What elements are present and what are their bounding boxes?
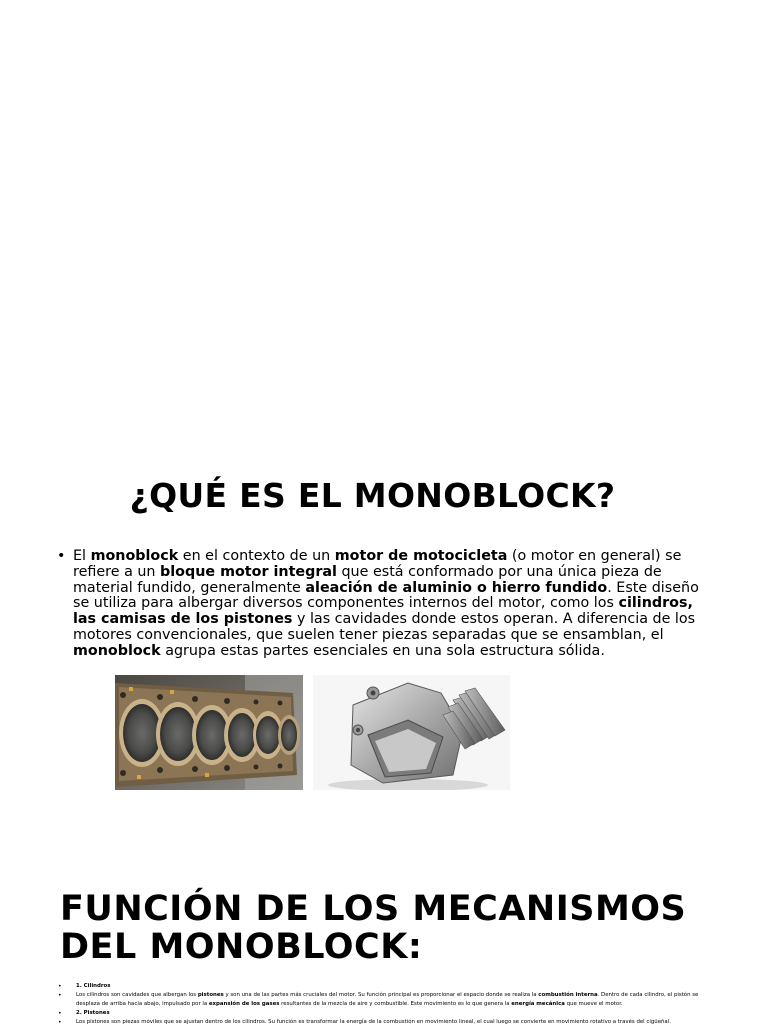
definition-paragraph — [73, 549, 707, 660]
list-item — [58, 982, 714, 991]
engine-block-illustration — [115, 675, 303, 790]
text-run: (o motor en general) se refiere a un — [73, 548, 682, 580]
text-run: que está conformado por una única pieza de material fundido, generalmente — [73, 563, 662, 596]
bold-text-run: cilindros, las camisas de los pistones — [73, 595, 693, 628]
monoblock-cylinder-photo — [313, 675, 510, 790]
section-title-que-es: ¿QUÉ ES EL MONOBLOCK? — [129, 476, 616, 515]
list-item-label: 2. Pistones — [76, 1010, 110, 1016]
bold-text-run: motor de motocicleta — [334, 548, 508, 564]
text-run: y las cavidades donde estos operan. A diferencia de los motores convencionales, que suelen tener piezas separadas que se ensamblan, el — [73, 611, 696, 643]
list-item — [58, 991, 714, 1009]
text-run: que mueve el motor. — [564, 1001, 623, 1007]
section-title-funcion — [60, 890, 740, 966]
engine-block-photo — [115, 675, 303, 790]
bold-text-run: pistones — [197, 992, 224, 998]
text-run: y son una de las partes más cruciales del motor. Su función principal es proporcionar el espacio donde se realiza la — [223, 992, 539, 998]
text-run: en el contexto de un — [178, 548, 335, 564]
list-item — [58, 1009, 714, 1018]
bullet-dot: • — [57, 548, 66, 564]
section-title-funcion-line1: FUNCIÓN DE LOS MECANISMOS — [60, 889, 687, 929]
function-list — [58, 982, 714, 1027]
bold-text-run: energía mecánica — [511, 1001, 565, 1007]
list-item-label: 1. Cilindros — [76, 983, 111, 989]
text-run: resultantes de la mezcla de aire y combustible. Este movimiento es lo que genera la — [279, 1001, 512, 1007]
text-run: Los cilindros son cavidades que albergan los — [76, 992, 198, 998]
bold-text-run: monoblock — [90, 548, 179, 564]
monoblock-cylinder-illustration — [313, 675, 510, 790]
text-run: El — [73, 548, 91, 564]
text-run: agrupa estas partes esenciales en una sola estructura sólida. — [160, 642, 605, 659]
bold-text-run: expansión de los gases — [208, 1001, 280, 1007]
blank-slide-area — [0, 0, 768, 440]
bold-text-run: bloque motor integral — [160, 563, 337, 580]
list-item: • Los pistones son piezas móviles que se ajustan dentro de los cilindros. Su función es transformar la energía de la combustión en movimiento lineal, el cual luego se convierte en movimiento rotativo a través del cigüeñal. — [58, 1018, 714, 1027]
section-title-funcion-line2: DEL MONOBLOCK: — [60, 927, 423, 967]
text-run: . Dentro de cada cilindro, el pistón se desplaza de arriba hacia abajo, impulsado por la — [76, 992, 699, 1007]
definition-bullet — [57, 549, 707, 660]
text-run: . Este diseño se utiliza para albergar diversos componentes internos del motor, como los — [73, 579, 699, 612]
bold-text-run: aleación de aluminio o hierro fundido — [305, 579, 608, 596]
bold-text-run: monoblock — [73, 642, 161, 659]
bold-text-run: combustión interna — [538, 992, 598, 998]
